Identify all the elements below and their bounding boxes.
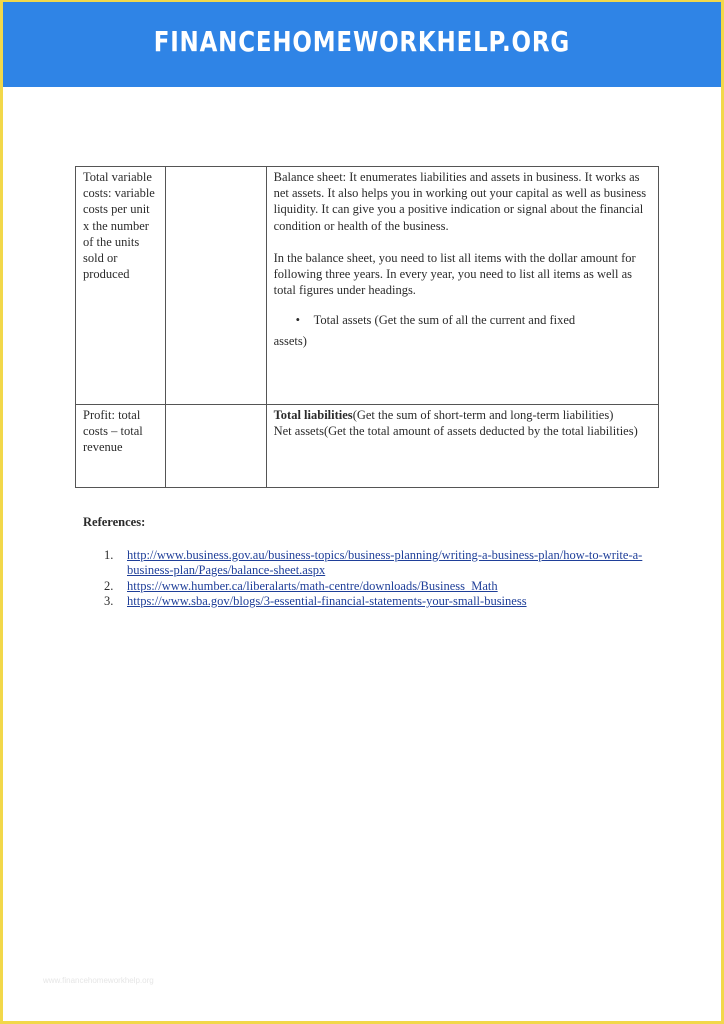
paragraph: Balance sheet: It enumerates liabilities and assets in business. It works as net assets. It also helps you in working out your capital as well as business liquidity. It can give you a positive indication or signal about the financial condition or health of the business. [273,170,647,233]
references-section [83,515,643,610]
references-list [83,548,643,610]
table-row [76,167,659,405]
table-cell-empty [165,167,266,405]
references-heading: References: [83,515,146,529]
list-item [83,579,643,595]
table-cell-empty [165,405,266,488]
list-item [83,594,643,610]
site-title[interactable]: FINANCEHOMEWORKHELP.ORG [153,25,571,58]
site-banner [3,2,721,87]
liabilities-line [274,407,651,423]
term-description: (Get the sum of short-term and long-term liabilities) [352,408,614,422]
table-cell: Total variable costs: variable costs per unit x the number of the units sold or produced [76,167,166,405]
list-number: 1. [104,547,114,562]
bullet-icon: • [295,313,300,328]
net-assets-line: Net assets(Get the total amount of assets deducted by the total liabilities) [273,424,638,439]
list-number: 2. [104,578,114,593]
table-cell: Profit: total costs – total revenue [76,405,166,488]
reference-link[interactable]: https://www.humber.ca/liberalarts/math-centre/downloads/Business_Math [127,578,498,593]
bullet-item [295,312,651,328]
footer-watermark: www.financehomeworkhelp.org [43,976,154,985]
content-table [75,166,659,488]
bullet-continuation: assets) [273,333,307,348]
list-number: 3. [104,594,114,608]
reference-link[interactable]: https://www.sba.gov/blogs/3-essential-financial-statements-your-small-business [127,594,527,608]
reference-link[interactable]: http://www.business.gov.au/business-topics/business-planning/writing-a-business-plan/how-to-write-a-business-plan/Pages/balance-sheet.aspx [127,547,643,577]
list-item [83,548,643,579]
bold-term: Total liabilities [273,408,353,422]
bullet-text: Total assets (Get the sum of all the current and fixed [313,313,576,328]
paragraph: In the balance sheet, you need to list all items with the dollar amount for following three years. In every year, you need to list all items as well as total figures under headings. [273,250,636,298]
table-cell [266,405,658,488]
table-cell [266,167,658,405]
table-row [76,405,659,488]
